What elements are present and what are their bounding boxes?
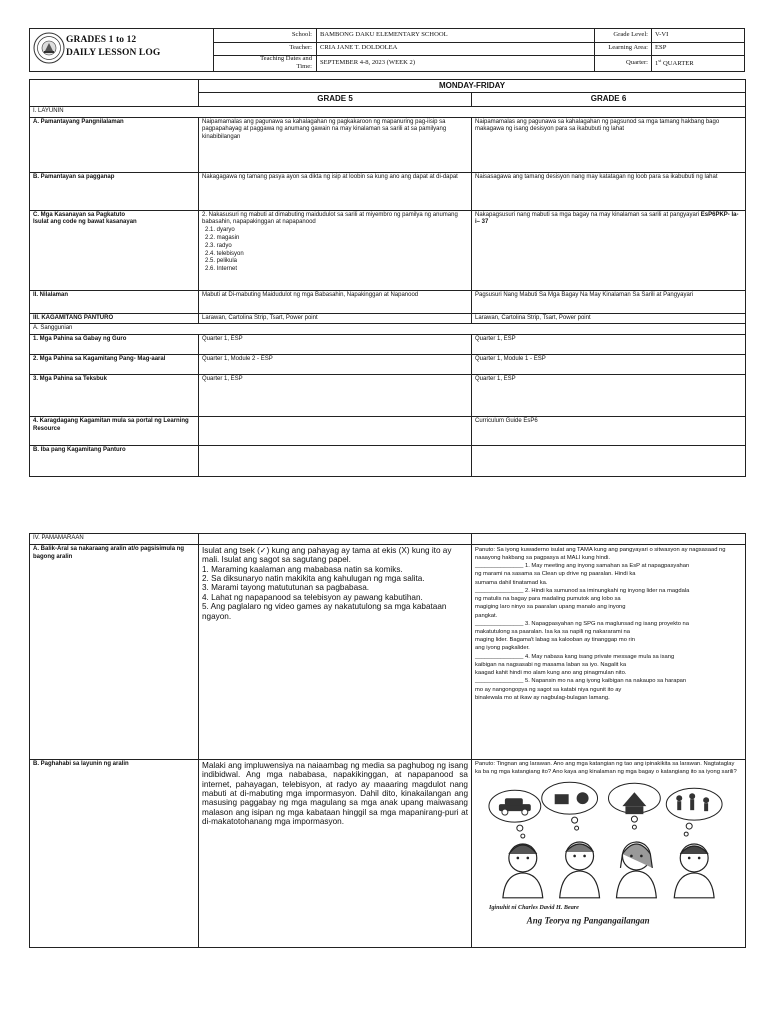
- lesson-log-header: [29, 28, 745, 72]
- illustration-caption: Ang Teorya ng Pangangailangan: [526, 916, 650, 927]
- dates-value: SEPTEMBER 4-8, 2023 (WEEK 2): [320, 59, 416, 66]
- learning-area-label: Learning Area:: [608, 44, 648, 51]
- grade5-cell: Quarter 1, Module 2 - ESP: [199, 355, 472, 375]
- row-label-nilalaman: II. Nilalaman: [30, 290, 199, 313]
- row-label-pamantayan-pagganap: B. Pamantayan sa pagganap: [30, 172, 199, 210]
- header-info-grid: [213, 29, 745, 71]
- teacher-label: Teacher:: [289, 44, 312, 51]
- row-label-balik-aral: A. Balik-Aral sa nakaraang aralin at/o pagsisimula ng bagong aralin: [30, 544, 199, 759]
- illustration-credit: Iginuhit ni Charles David H. Beare: [488, 905, 579, 912]
- grade6-cell: Naisasagawa ang tamang desisyon nang may katatagan ng loob para sa ikabubuti ng lahat: [472, 172, 746, 210]
- section-layunin: I. LAYUNIN: [30, 106, 746, 117]
- row-label-kagamitang-mag-aaral: 2. Mga Pahina sa Kagamitang Pang- Mag-aaral: [30, 355, 199, 375]
- days-header: MONDAY-FRIDAY: [199, 80, 746, 93]
- grade5-cell: [199, 417, 472, 446]
- row-label-kagamitang-panturo: III. KAGAMITANG PANTURO: [30, 313, 199, 324]
- grade6-header: GRADE 6: [472, 93, 746, 106]
- grade5-cell: Larawan, Cartolina Strip, Tsart, Power point: [199, 313, 472, 324]
- row-label-iba-pang-kagamitan: B. Iba pang Kagamitang Panturo: [30, 446, 199, 477]
- grade5-review-cell: Isulat ang tsek (✓) kung ang pahayag ay tama at ekis (X) kung ito ay mali. Isulat ang sagot sa sagutang papel. 1. Maraming kaalaman ang mababasa natin sa komiks. 2. Sa diksunaryo natin makikita ang kahulugan ng mga salita. 3. Marami tayong matututunan sa pagbabasa. 4. Lahat ng napapanood sa telebisyon ay pawang kabutihan. 5. Ang paglalaro ng video games ay nakatutulong sa mga kabataan ngayon.: [199, 544, 472, 759]
- blank-corner: [30, 80, 199, 107]
- quarter-label: Quarter:: [626, 59, 648, 66]
- grade5-header: GRADE 5: [199, 93, 472, 106]
- grade5-cell: Mabuti at Di-mabuting Maidudulot ng mga Babasahin, Napakinggan at Napanood: [199, 290, 472, 313]
- row-label-pamantayang-pangnilalaman: A. Pamantayang Pangnilalaman: [30, 117, 199, 172]
- grade6-cell: Curriculum Guide EsP6: [472, 417, 746, 446]
- deped-seal-icon: [33, 32, 65, 64]
- row-label-kasanayan: C. Mga Kasanayan sa Pagkatuto Isulat ang code ng bawat kasanayan: [30, 210, 199, 290]
- grade6-review-cell: Panuto: Sa iyong kuwaderno isulat ang TAMA kung ang pangyayari o sitwasyon ay nagsasaad ng naaayong hakbang sa pagpasya at MALI kung hindi. _______________ 1. May meeting ang inyong samahan sa EsP at napagpasyahan ng marami na sasama sa Clean up drive ng paaralan. Hindi ka sumama dahil tinatamad ka. _______________ 2. Hindi ka sumunod sa iminungkahi ng inyong lider na magdala ng matulis na bagay para madaling pumutok ang lobo sa magiging laro ninyo sa paaralan upang manalo ang inyong pangkat. _______________ 3. Napagpasyahan ng SPG na maglunsad ng isang proyekto na makatutulong sa paaralan. Isa ka sa napili ng nakararami na maging lider. Bagama't labag sa kalooban ay tinanggap mo rin ang iyong pagkalider. _______________ 4. May nabasa kang isang private message mula sa isang kaibigan na nagsasabi ng masama laban sa iyo. Nagalit ka kaagad kahit hindi mo alam kung ano ang pinagmulan nito. _______________ 5. Napansin mo na ang iyong kaibigan na nakaupo sa harapan mo ay nangongopya ng sagot sa katabi niya ngunit ito ay binalewala mo at ikaw ay nagbulag-bulagan lamang.: [472, 544, 746, 759]
- grade6-cell: Nakapagsusuri nang mabuti sa mga bagay na may kinalaman sa sarili at pangyayari EsP6PKP- Ia-i– 37: [472, 210, 746, 290]
- school-value: BAMBONG DAKU ELEMENTARY SCHOOL: [320, 31, 448, 38]
- section-pamamaraan: IV. PAMAMARAAN: [30, 534, 199, 545]
- form-title: GRADES 1 to 12: [66, 35, 137, 45]
- grade6-motivation-cell: Panuto: Tingnan ang larawan. Ano ang mga katangian ng tao ang ipinakikita sa larawan. Nagtataglay ka ba ng mga katangiang ito? Ano kaya ang kinalaman ng mga bagay o katangiang ito sa iyong sarili? Iginuhit ni Charles David H. Beare Ang Teorya ng Pangangailangan: [472, 759, 746, 947]
- row-label-teksbuk: 3. Mga Pahina sa Teksbuk: [30, 375, 199, 417]
- grade6-cell: Quarter 1, ESP: [472, 335, 746, 355]
- objectives-table: [29, 79, 746, 477]
- grade-level-value: V-VI: [655, 31, 669, 38]
- grade6-cell: Larawan, Cartolina Strip, Tsart, Power point: [472, 313, 746, 324]
- grade6-cell: Quarter 1, ESP: [472, 375, 746, 417]
- grade5-cell: Naipamamalas ang pagunawa sa kahalagahan ng pagkakaroon ng mapanuring pag-iisip sa pagpapahayag at paggawa ng anumang gawain na may kinalaman sa sarili at sa pamilyang kinabibilangan: [199, 117, 472, 172]
- form-subtitle: DAILY LESSON LOG: [66, 48, 161, 58]
- school-label: School:: [291, 31, 312, 38]
- grade6-cell: Naipamamalas ang pagunawa sa kahalagahan ng pagsunod sa mga tamang hakbang bago makagawa ng isang desisyon para sa ikabubuti ng lahat: [472, 117, 746, 172]
- grade-level-label: Grade Level:: [613, 31, 648, 38]
- row-label-gabay-guro: 1. Mga Pahina sa Gabay ng Guro: [30, 335, 199, 355]
- grade5-cell: 2. Nakasusuri ng mabuti at dimabuting maidudulot sa sarili at miyembro ng pamilya ng anumang babasahin, napapakinggan at napapanood 2.1. dyaryo 2.2. magasin 2.3. radyo 2.4. telebisyon 2.5. pelikula 2.6. Internet: [199, 210, 472, 290]
- grade6-cell: [472, 446, 746, 477]
- learning-area-value: ESP: [655, 44, 667, 51]
- grade5-cell: [199, 446, 472, 477]
- grade6-cell: Pagsusuri Nang Mabuti Sa Mga Bagay Na May Kinalaman Sa Sarili at Pangyayari: [472, 290, 746, 313]
- row-label-karagdagang-kagamitan: 4. Karagdagang Kagamitan mula sa portal ng Learning Resource: [30, 417, 199, 446]
- grade5-cell: Quarter 1, ESP: [199, 335, 472, 355]
- media-list: 2.1. dyaryo 2.2. magasin 2.3. radyo 2.4. telebisyon 2.5. pelikula 2.6. Internet: [205, 227, 244, 273]
- grade5-cell: Quarter 1, ESP: [199, 375, 472, 417]
- dates-label: Teaching Dates and Time:: [260, 55, 312, 70]
- row-label-paghahabi: B. Paghahabi sa layunin ng aralin: [30, 759, 199, 947]
- competency-code: EsP6PKP- Ia-i– 37: [475, 211, 739, 226]
- teacher-value: CRIA JANE T. DOLDOLEA: [320, 44, 398, 51]
- quarter-value: 1st QUARTER: [655, 58, 694, 68]
- section-sanggunian: A. Sanggunian: [30, 324, 746, 335]
- grade5-cell: Nakagagawa ng tamang pasya ayon sa dikta ng isip at loobin sa kung ano ang dapat at di-dapat: [199, 172, 472, 210]
- grade6-cell: Quarter 1, Module 1 - ESP: [472, 355, 746, 375]
- children-thinking-illustration: [475, 776, 742, 926]
- grade5-motivation-cell: Malaki ang impluwensiya na naiaambag ng media sa paghubog ng isang indibidwal. Ang mga nababasa, napakikinggan, at napapanood sa internet, pahayagan, telebisyon, at radyo ay maaaring magdulot nang mabuti at di-mabuting mga impormasyon. Dahil dito, kinakailangan ang masusing paggabay ng mga magulang sa mga anak upang maiwasang malason ang isipan ng mga kabataan hinggil sa mga mapanirang-puri at di-makatotohanang mga impormasyon.: [199, 759, 472, 947]
- procedure-table: [29, 533, 746, 948]
